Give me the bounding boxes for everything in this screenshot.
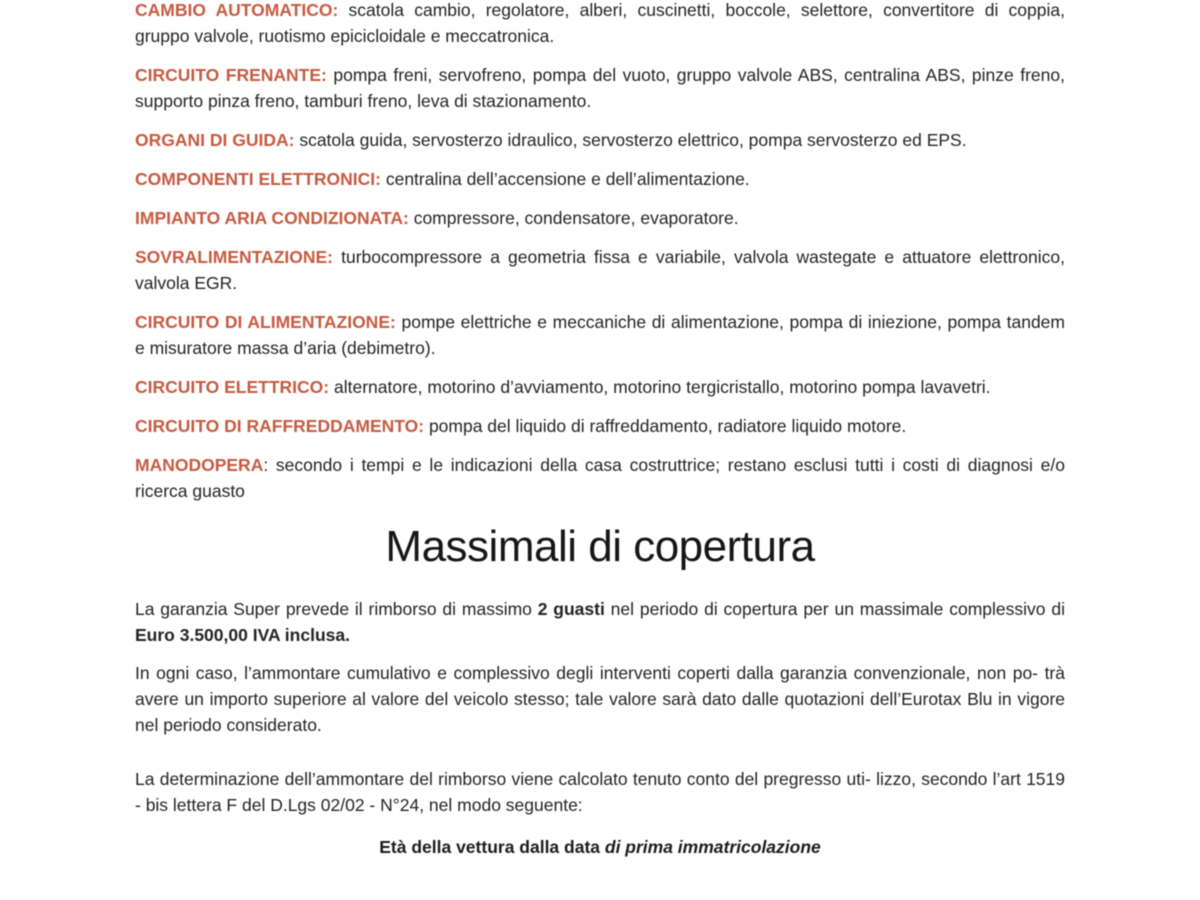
component-section xyxy=(135,0,1065,49)
text-segment: La garanzia Super prevede il rimborso di massimo xyxy=(135,599,538,619)
text-segment: Euro 3.500,00 IVA inclusa. xyxy=(135,625,350,645)
section-label: CIRCUITO DI ALIMENTAZIONE: xyxy=(135,312,396,332)
section-body: alternatore, motorino d’avviamento, motorino tergicristallo, motorino pompa lavavetri. xyxy=(329,377,991,397)
text-segment: Età della vettura dalla data xyxy=(379,837,605,857)
section-body: compressore, condensatore, evaporatore. xyxy=(408,208,739,228)
section-label: COMPONENTI ELETTRONICI: xyxy=(135,169,381,189)
section-label: MANODOPERA xyxy=(135,455,264,475)
section-body: pompa freni, servofreno, pompa del vuoto, gruppo valvole ABS, centralina ABS, pinze freno, supporto pinza freno, tamburi freno, leva di stazionamento. xyxy=(135,65,1065,111)
section-body: pompa del liquido di raffreddamento, radiatore liquido motore. xyxy=(424,416,907,436)
component-section xyxy=(135,166,1065,192)
section-body: scatola cambio, regolatore, alberi, cuscinetti, boccole, selettore, convertitore di coppia, gruppo valvole, ruotismo epicicloidale e meccatronica. xyxy=(135,0,1065,46)
paragraph-ammontare: In ogni caso, l’ammontare cumulativo e complessivo degli interventi coperti dalla garanzia convenzionale, non po- trà avere un importo superiore al valore del veicolo stesso; tale valore sarà dato dalle quotazioni dell’Eurotax Blu in vigore nel periodo considerato. xyxy=(135,663,1065,735)
paragraph-determinazione: La determinazione dell’ammontare del rimborso viene calcolato tenuto conto del pregresso uti- lizzo, secondo l’art 1519 - bis lettera F del D.Lgs 02/02 - N°24, nel modo seguente: xyxy=(135,769,1065,815)
section-body: pompe elettriche e meccaniche di alimentazione, pompa di iniezione, pompa tandem e misuratore massa d’aria (debimetro). xyxy=(135,312,1065,358)
component-section xyxy=(135,374,1065,400)
text-segment: nel periodo di copertura per un massimale complessivo di xyxy=(604,599,1065,619)
section-label: CIRCUITO FRENANTE: xyxy=(135,65,327,85)
text-segment: 2 guasti xyxy=(537,599,605,619)
component-section xyxy=(135,452,1065,504)
section-label: SOVRALIMENTAZIONE: xyxy=(135,247,334,267)
component-section xyxy=(135,62,1065,114)
section-body: scatola guida, servosterzo idraulico, servosterzo elettrico, pompa servosterzo ed EPS. xyxy=(294,130,967,150)
section-body: : secondo i tempi e le indicazioni della casa costruttrice; restano esclusi tutti i costi di diagnosi e/o ricerca guasto xyxy=(135,455,1065,501)
component-section xyxy=(135,413,1065,439)
component-section xyxy=(135,309,1065,361)
warranty-components-list xyxy=(135,0,1065,504)
component-section xyxy=(135,205,1065,231)
section-label: CIRCUITO ELETTRICO: xyxy=(135,377,330,397)
component-section xyxy=(135,244,1065,296)
page-title: Massimali di copertura xyxy=(385,522,815,571)
section-label: ORGANI DI GUIDA: xyxy=(135,130,295,150)
section-label: IMPIANTO ARIA CONDIZIONATA: xyxy=(135,208,409,228)
component-section xyxy=(135,127,1065,153)
section-body: turbocompressore a geometria fissa e variabile, valvola wastegate e attuatore elettronico, valvola EGR. xyxy=(135,247,1065,293)
section-label: CAMBIO AUTOMATICO: xyxy=(135,0,339,20)
text-segment: di prima immatricolazione xyxy=(604,837,821,857)
section-label: CIRCUITO DI RAFFREDDAMENTO: xyxy=(135,416,425,436)
paragraph-massimale xyxy=(135,596,1065,648)
table-caption-eta-vettura xyxy=(135,834,1065,860)
section-body: centralina dell’accensione e dell’alimentazione. xyxy=(380,169,750,189)
